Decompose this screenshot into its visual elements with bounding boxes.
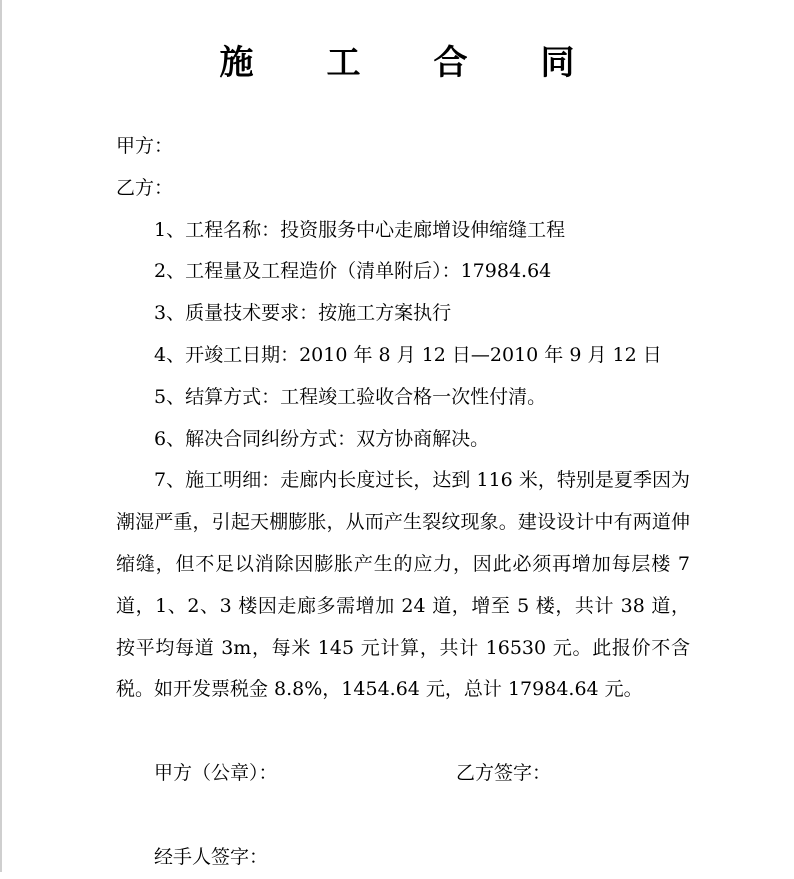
signature-row: [116, 753, 690, 795]
clause-quantity-cost: 2、工程量及工程造价（清单附后）：17984.64: [154, 260, 552, 283]
page-edge: [0, 0, 2, 872]
party-a-seal-label: 甲方（公章）：: [154, 762, 278, 785]
clause-project-name: 1、工程名称：投资服务中心走廊增设伸缩缝工程: [154, 218, 566, 241]
handler-row: [116, 837, 690, 879]
spacer: [116, 795, 690, 837]
clause-dates: 4、开竣工日期：2010 年 8 月 12 日—2010 年 9 月 12 日: [154, 343, 662, 366]
party-b-label: 乙方：: [116, 176, 174, 199]
party-a-label: 甲方：: [116, 135, 174, 157]
clause-construction-details: 7、施工明细：走廊内长度过长，达到 116 米，特别是夏季因为潮湿严重，引起天棚膨胀，从而产生裂纹现象。建设设计中有两道伸缩缝，但不足以消除因膨胀产生的应力，因此必须再增加每层楼 7 道，1、2、3 楼因走廊多需增加 24 道，增至 5 楼，共计 38 道，按平均每道 3m，每米 145 元计算，共计 16530 元。此报价不含税。如开发票税金 8.8%，1454.64 元，总计 17984.64 元。: [116, 469, 690, 701]
document-body: [116, 126, 690, 879]
party-b-signature-label: 乙方签字：: [456, 762, 552, 785]
clause-dispute: 6、解决合同纠纷方式：双方协商解决。: [154, 427, 490, 450]
handler-signature-label: 经手人签字：: [154, 846, 269, 869]
spacer: [116, 711, 690, 753]
clause-quality: 3、质量技术要求：按施工方案执行: [154, 302, 452, 325]
document-title: 施 工 合 同: [219, 43, 606, 83]
clause-settlement: 5、结算方式：工程竣工验收合格一次性付清。: [154, 385, 547, 408]
